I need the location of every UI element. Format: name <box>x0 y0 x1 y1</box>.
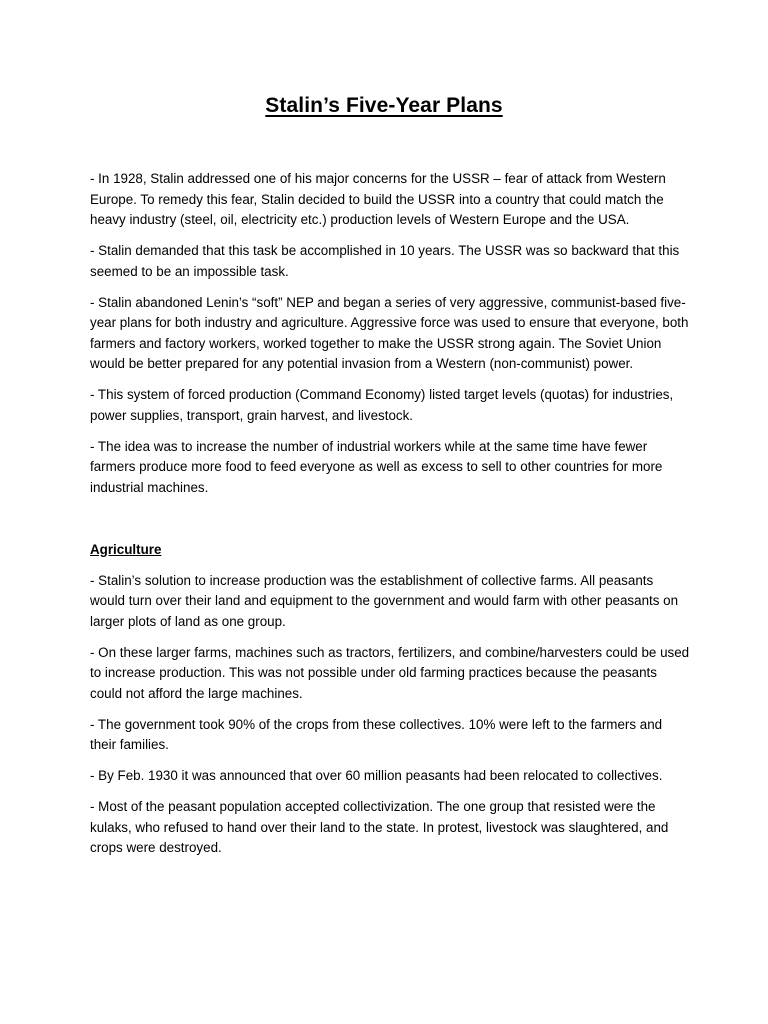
agriculture-paragraph-3: - The government took 90% of the crops from these collectives. 10% were left to the farmers and their families. <box>90 716 663 752</box>
agriculture-paragraph-2: - On these larger farms, machines such as tractors, fertilizers, and combine/harvesters could be used to increase production. This was not possible under old farming practices because the peasants could not afford the large machines. <box>90 644 690 701</box>
intro-paragraph-4: - This system of forced production (Command Economy) listed target levels (quotas) for industries, power supplies, transport, grain harvest, and livestock. <box>90 387 674 423</box>
intro-paragraph-5: - The idea was to increase the number of industrial workers while at the same time have fewer farmers produce more food to feed everyone as well as excess to sell to other countries for more industrial machines. <box>90 438 663 495</box>
agriculture-paragraph-5: - Most of the peasant population accepted collectivization. The one group that resisted were the kulaks, who refused to hand over their land to the state. In protest, livestock was slaughtered, and crops were destroyed. <box>90 799 669 855</box>
document-body <box>90 169 690 869</box>
agriculture-paragraph-4: - By Feb. 1930 it was announced that over 60 million peasants had been relocated to collectives. <box>90 768 663 783</box>
intro-paragraph-2: - Stalin demanded that this task be accomplished in 10 years. The USSR was so backward that this seemed to be an impossible task. <box>90 243 680 279</box>
document-title: Stalin’s Five-Year Plans <box>265 94 503 117</box>
section-spacer <box>90 509 690 540</box>
intro-paragraph-1: - In 1928, Stalin addressed one of his major concerns for the USSR – fear of attack from Western Europe. To remedy this fear, Stalin decided to build the USSR into a country that could match the heavy industry (steel, oil, electricity etc.) production levels of Western Europe and the USA. <box>90 171 666 227</box>
intro-paragraph-3: - Stalin abandoned Lenin’s “soft” NEP and began a series of very aggressive, communist-based five-year plans for both industry and agriculture. Aggressive force was used to ensure that everyone, both farmers and factory workers, worked together to make the USSR strong again. The Soviet Union would be better prepared for any potential invasion from a Western (non-communist) power. <box>90 294 689 371</box>
agriculture-heading: Agriculture <box>90 541 162 557</box>
agriculture-paragraph-1: - Stalin’s solution to increase production was the establishment of collective farms. All peasants would turn over their land and equipment to the government and would farm with other peasants on larger plots of land as one group. <box>90 572 679 629</box>
